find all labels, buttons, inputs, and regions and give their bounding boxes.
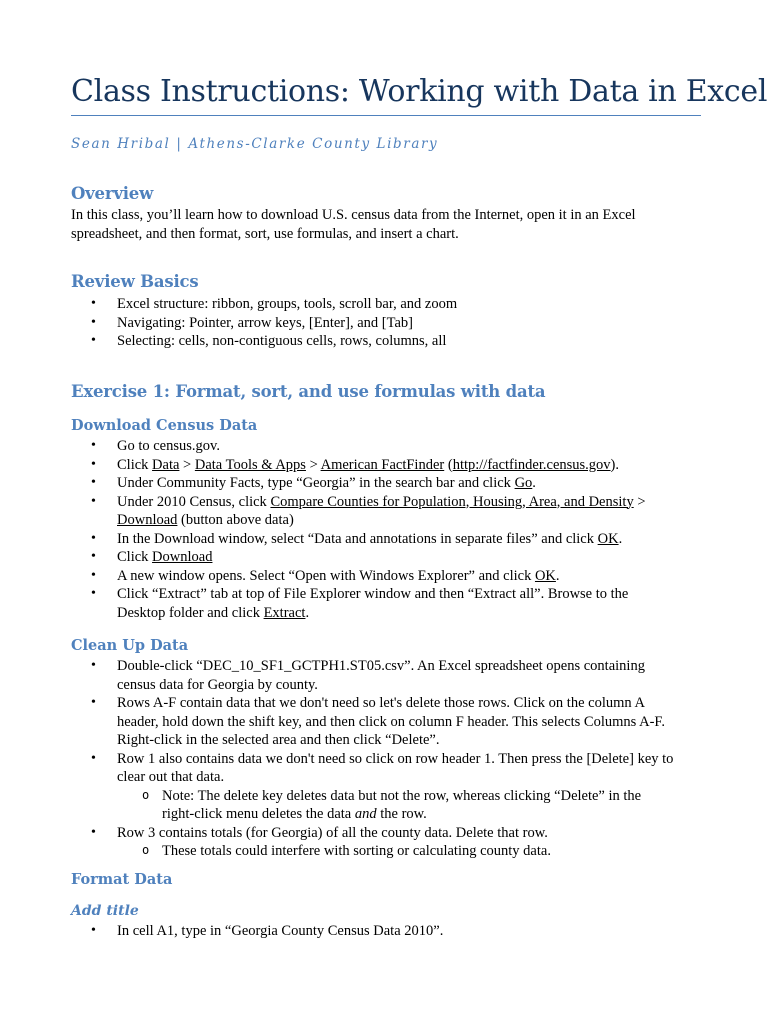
list-item <box>71 750 711 824</box>
text: o Note: The delete key deletes data but not the row, whereas clicking “Delete” in the <box>162 787 642 804</box>
list-item: • Selecting: cells, non-contiguous cells, rows, columns, all <box>71 332 711 351</box>
add-title-subheading: Add title <box>71 903 139 919</box>
format-list <box>71 922 711 941</box>
list-item <box>71 530 711 549</box>
list-item <box>71 824 711 861</box>
cleanup-list <box>71 657 711 861</box>
download-button-link[interactable]: Download <box>152 549 213 565</box>
text: . <box>555 567 560 584</box>
sub-list <box>117 787 711 824</box>
format-heading: Format Data <box>71 871 173 888</box>
text: Under 2010 Census, click <box>117 493 271 510</box>
download-link[interactable]: Download <box>117 512 178 528</box>
text: > <box>179 456 195 473</box>
extract-link[interactable]: Extract <box>263 604 306 621</box>
text: . <box>618 530 623 547</box>
text: • Double-click “DEC_10_SF1_GCTPH1.ST05.csv”. An Excel spreadsheet opens containing <box>117 658 645 674</box>
text: In the Download window, select “Data and annotations in separate files” and click <box>117 530 598 547</box>
text: header, hold down the shift key, and then click on column F header. This selects Columns A-F. <box>117 713 665 730</box>
review-list <box>71 295 711 351</box>
text: • Rows A-F contain data that we don't need so let's delete those rows. Click on the column A <box>117 695 645 711</box>
text: A new window opens. Select “Open with Windows Explorer” and click <box>117 567 535 584</box>
text: • Click “Extract” tab at top of File Explorer window and then “Extract all”. Browse to the <box>117 586 629 602</box>
ok-link[interactable]: OK <box>597 530 619 547</box>
overview-line-1: In this class, you’ll learn how to download U.S. census data from the Internet, open it in an Excel <box>71 207 636 223</box>
text: Click <box>117 456 153 473</box>
text: Under Community Facts, type “Georgia” in the search bar and click <box>117 475 515 491</box>
text: Desktop folder and click <box>117 604 264 621</box>
emphasis: and <box>354 806 377 822</box>
list-item <box>71 456 711 475</box>
text: > <box>633 493 646 510</box>
data-tools-link[interactable]: Data Tools & Apps <box>194 456 306 473</box>
text: . <box>532 475 536 491</box>
text: Right-click in the selected area and then click “Delete”. <box>117 732 440 748</box>
title-divider <box>71 115 701 116</box>
list-item <box>71 694 711 750</box>
list-item <box>71 585 711 622</box>
text: > <box>305 456 321 473</box>
text: clear out that data. <box>117 769 225 785</box>
text: the row. <box>376 806 427 822</box>
sub-list <box>117 842 711 861</box>
list-item <box>71 657 711 694</box>
text: • Row 3 contains totals (for Georgia) of all the county data. Delete that row. <box>117 824 548 841</box>
list-item <box>71 548 711 567</box>
text: ( <box>444 456 453 473</box>
cleanup-heading: Clean Up Data <box>71 637 189 654</box>
list-item: • In cell A1, type in “Georgia County Census Data 2010”. <box>71 922 711 941</box>
overview-heading: Overview <box>71 184 154 203</box>
list-item: • Go to census.gov. <box>71 437 711 456</box>
ok-link[interactable]: OK <box>534 567 556 584</box>
text: • Row 1 also contains data we don't need so click on row header 1. Then press the [Delete] key to <box>117 750 674 767</box>
list-item <box>71 567 711 586</box>
text: (button above data) <box>177 512 294 528</box>
text: ). <box>610 456 620 473</box>
review-heading: Review Basics <box>71 272 199 291</box>
list-item: • Navigating: Pointer, arrow keys, [Enter], and [Tab] <box>71 314 711 333</box>
list-item: • Excel structure: ribbon, groups, tools, scroll bar, and zoom <box>71 295 711 314</box>
document-subtitle: Sean Hribal | Athens-Clarke County Library <box>71 136 439 152</box>
sub-list-item <box>117 787 711 824</box>
overview-paragraph <box>71 206 711 243</box>
compare-counties-link[interactable]: Compare Counties for Population, Housing, Area, and Density <box>270 493 634 510</box>
text: . <box>305 604 310 621</box>
text: Click <box>117 549 153 565</box>
sub-list-item: o These totals could interfere with sorting or calculating county data. <box>117 842 711 861</box>
overview-line-2: spreadsheet, and then format, sort, use formulas, and insert a chart. <box>71 225 459 242</box>
go-link[interactable]: Go <box>514 475 533 491</box>
download-heading: Download Census Data <box>71 417 258 434</box>
list-item <box>71 493 711 530</box>
factfinder-url-link[interactable]: http://factfinder.census.gov <box>452 456 611 473</box>
text: right-click menu deletes the data <box>162 806 355 822</box>
list-item <box>71 474 711 493</box>
exercise1-heading: Exercise 1: Format, sort, and use formulas with data <box>71 382 546 401</box>
download-list <box>71 437 711 622</box>
document-title: Class Instructions: Working with Data in Excel <box>71 74 768 109</box>
data-link[interactable]: Data <box>152 456 180 473</box>
text: census data for Georgia by county. <box>117 676 318 693</box>
american-factfinder-link[interactable]: American FactFinder <box>320 456 445 473</box>
